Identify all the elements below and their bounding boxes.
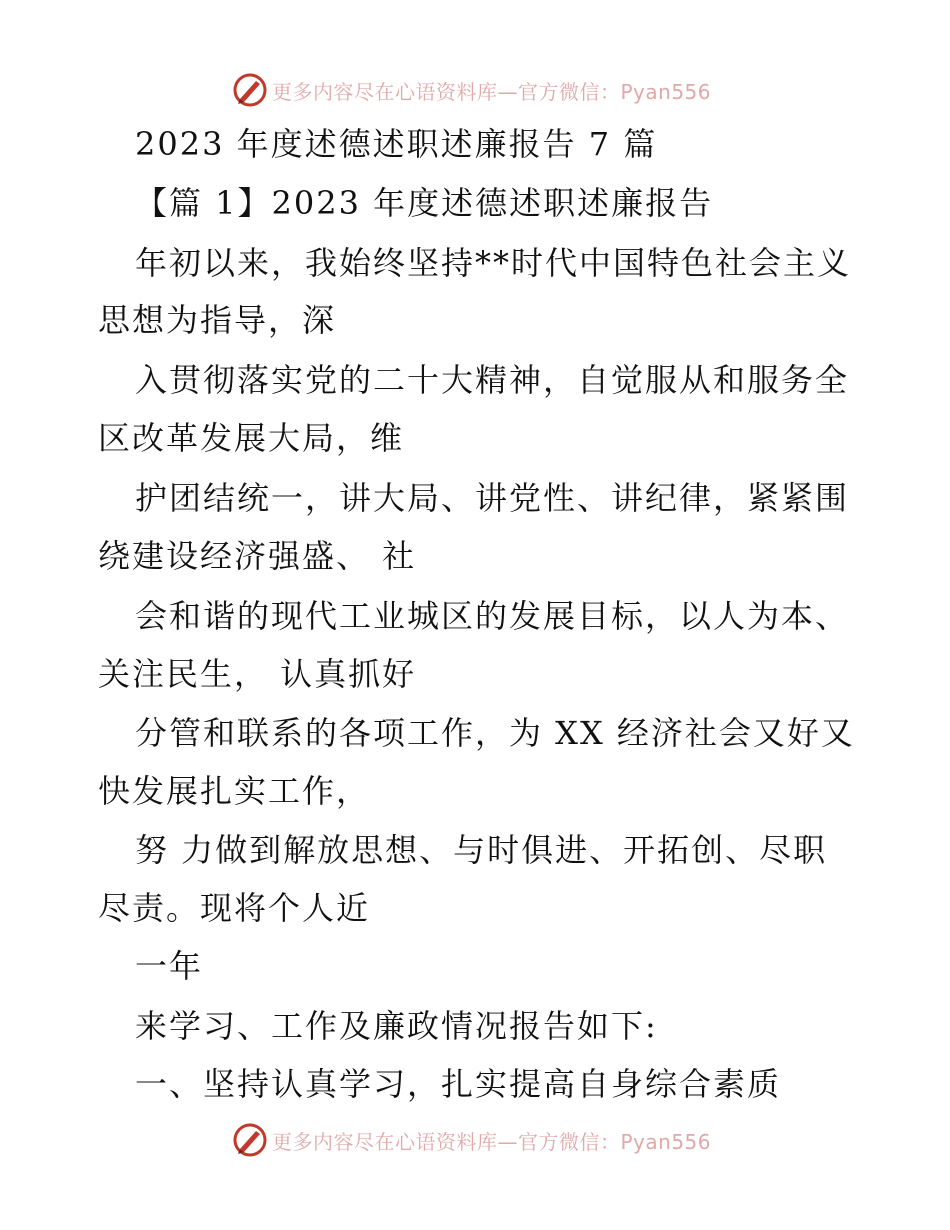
header-banner — [232, 70, 752, 110]
footer-banner — [232, 1120, 752, 1160]
paragraph-line: 绕建设经济强盛、 社 — [98, 537, 417, 575]
paragraph-line: 关注民生， 认真抓好 — [98, 655, 417, 693]
paragraph-line: 一年 — [135, 947, 204, 985]
paragraph-line: 区改革发展大局，维 — [98, 419, 405, 457]
paragraph-line: 护团结统一，讲大局、讲党性、讲纪律，紧紧围 — [135, 479, 850, 517]
section-title: 【篇 1】2023 年度述德述职述廉报告 — [135, 184, 714, 222]
paragraph-line: 会和谐的现代工业城区的发展目标，以人为本、 — [135, 597, 850, 635]
paragraph-line: 入贯彻落实党的二十大精神，自觉服从和服务全 — [135, 361, 850, 399]
paragraph-line: 来学习、工作及廉政情况报告如下: — [135, 1007, 658, 1045]
paragraph-line: 尽责。现将个人近 — [98, 889, 371, 927]
pen-logo-icon — [232, 72, 268, 108]
pen-logo-icon — [232, 1122, 268, 1158]
paragraph-line: 年初以来，我始终坚持**时代中国特色社会主义 — [135, 244, 852, 282]
paragraph-line: 努 力做到解放思想、与时俱进、开拓创、尽职 — [135, 831, 828, 869]
header-banner-text: 更多内容尽在心语资料库—官方微信：Pyan556 — [272, 79, 712, 104]
paragraph-line: 分管和联系的各项工作，为 XX 经济社会又好又 — [135, 714, 855, 752]
paragraph-line: 思想为指导，深 — [98, 301, 337, 339]
footer-banner-text: 更多内容尽在心语资料库—官方微信：Pyan556 — [272, 1129, 712, 1154]
section-heading: 一、坚持认真学习，扎实提高自身综合素质 — [135, 1065, 782, 1103]
paragraph-line: 快发展扎实工作， — [98, 772, 371, 810]
document-title: 2023 年度述德述职述廉报告 7 篇 — [135, 125, 658, 163]
